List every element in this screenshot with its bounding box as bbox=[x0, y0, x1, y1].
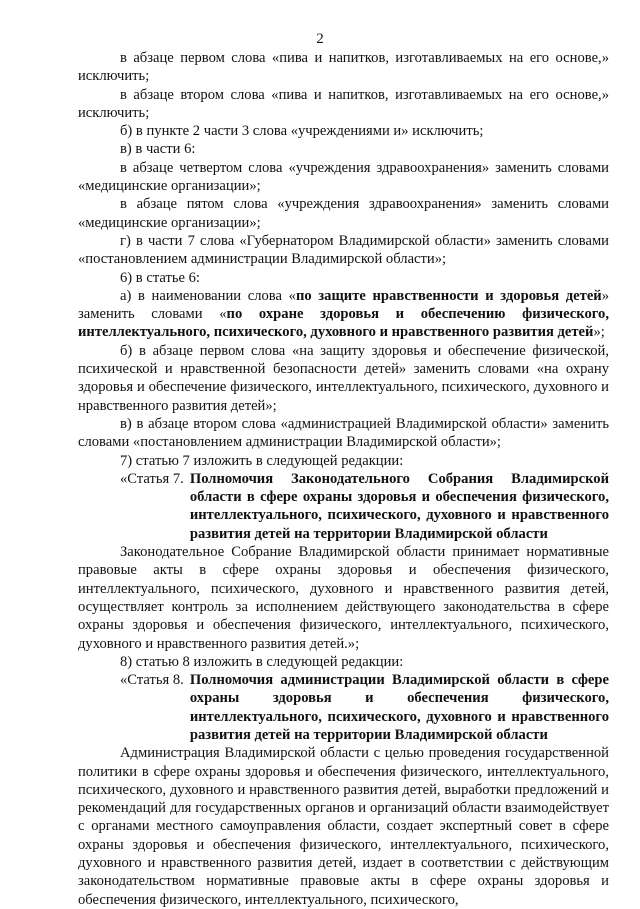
paragraph: б) в пункте 2 части 3 слова «учреждениями и» исключить; bbox=[120, 123, 484, 140]
text-run: »; bbox=[593, 324, 605, 341]
paragraph: в абзаце пятом слова «учреждения здравоохранения» заменить словами «медицинские организации»; bbox=[78, 196, 609, 231]
paragraph: 6) в статье 6: bbox=[120, 269, 200, 286]
page-number: 2 bbox=[316, 31, 324, 47]
article-8-heading bbox=[78, 671, 609, 744]
paragraph-title-change bbox=[78, 287, 609, 342]
paragraph: в абзаце первом слова «пива и напитков, изготавливаемых на его основе,» исключить; bbox=[78, 50, 609, 85]
article-7-heading bbox=[78, 470, 609, 543]
article-8-body: Администрация Владимирской области с целью проведения государственной политики в сфере охраны здоровья и обеспечения физического, интеллектуального, психического, духовного и нравственного развития детей, выработки предложений и рекомендаций для государственных органов и организаций области взаимодействует с органами местного самоуправления области, создает экспертный совет в сфере охраны здоровья и обеспечения физического, интеллектуального, психического, духовного и нравственного развития детей, издает в соответствии с действующим законодательством нормативные правовые акты в сфере охраны здоровья и обеспечения физического, интеллектуального, психического, bbox=[78, 745, 609, 908]
document-body bbox=[78, 49, 609, 909]
article-title: Полномочия Законодательного Собрания Владимирской области в сфере охраны здоровья и обеспечения физического, интеллектуального, психического, духовного и нравственного развития детей на территории Владимирской области bbox=[189, 470, 609, 542]
paragraph: 7) статью 7 изложить в следующей редакции: bbox=[120, 452, 404, 469]
article-title: Полномочия администрации Владимирской области в сфере охраны здоровья и обеспечения физического, интеллектуального, психического, духовного и нравственного развития детей на территории Владимирской области bbox=[189, 672, 609, 743]
paragraph: б) в абзаце первом слова «на защиту здоровья и обеспечение физической, психической и нравственной безопасности детей» заменить словами «на охрану здоровья и обеспечение физического, интеллектуального, психического, духовного и нравственного развития детей»; bbox=[78, 342, 609, 414]
text-run: » заменить словами « bbox=[78, 287, 609, 323]
paragraph: г) в части 7 слова «Губернатором Владимирской области» заменить словами «постановлением администрации Владимирской области»; bbox=[78, 232, 609, 268]
bold-text-run: по охране здоровья и обеспечению физического, интеллектуального, психического, духовного и нравственного развития детей bbox=[78, 306, 609, 341]
text-run: а) в наименовании слова « bbox=[120, 287, 296, 304]
article-label: «Статья 7. bbox=[120, 470, 184, 487]
article-7-body: Законодательное Собрание Владимирской области принимает нормативные правовые акты в сфере охраны здоровья и обеспечения физического, интеллектуального, психического, духовного и нравственного развития детей, осуществляет контроль за исполнением действующего законодательства в сфере охраны здоровья и обеспечения физического, интеллектуального, психического, духовного и нравственного развития детей.»; bbox=[78, 544, 609, 652]
paragraph: в абзаце втором слова «пива и напитков, изготавливаемых на его основе,» исключить; bbox=[78, 86, 609, 121]
paragraph: в абзаце четвертом слова «учреждения здравоохранения» заменить словами «медицинские организации»; bbox=[78, 159, 609, 195]
paragraph: в) в части 6: bbox=[120, 141, 196, 158]
paragraph: 8) статью 8 изложить в следующей редакции: bbox=[120, 653, 404, 670]
bold-text-run: по защите нравственности и здоровья детей bbox=[295, 287, 602, 304]
paragraph: в) в абзаце втором слова «администрацией Владимирской области» заменить словами «постановлением администрации Владимирской области»; bbox=[78, 415, 609, 451]
article-label: «Статья 8. bbox=[120, 672, 184, 689]
